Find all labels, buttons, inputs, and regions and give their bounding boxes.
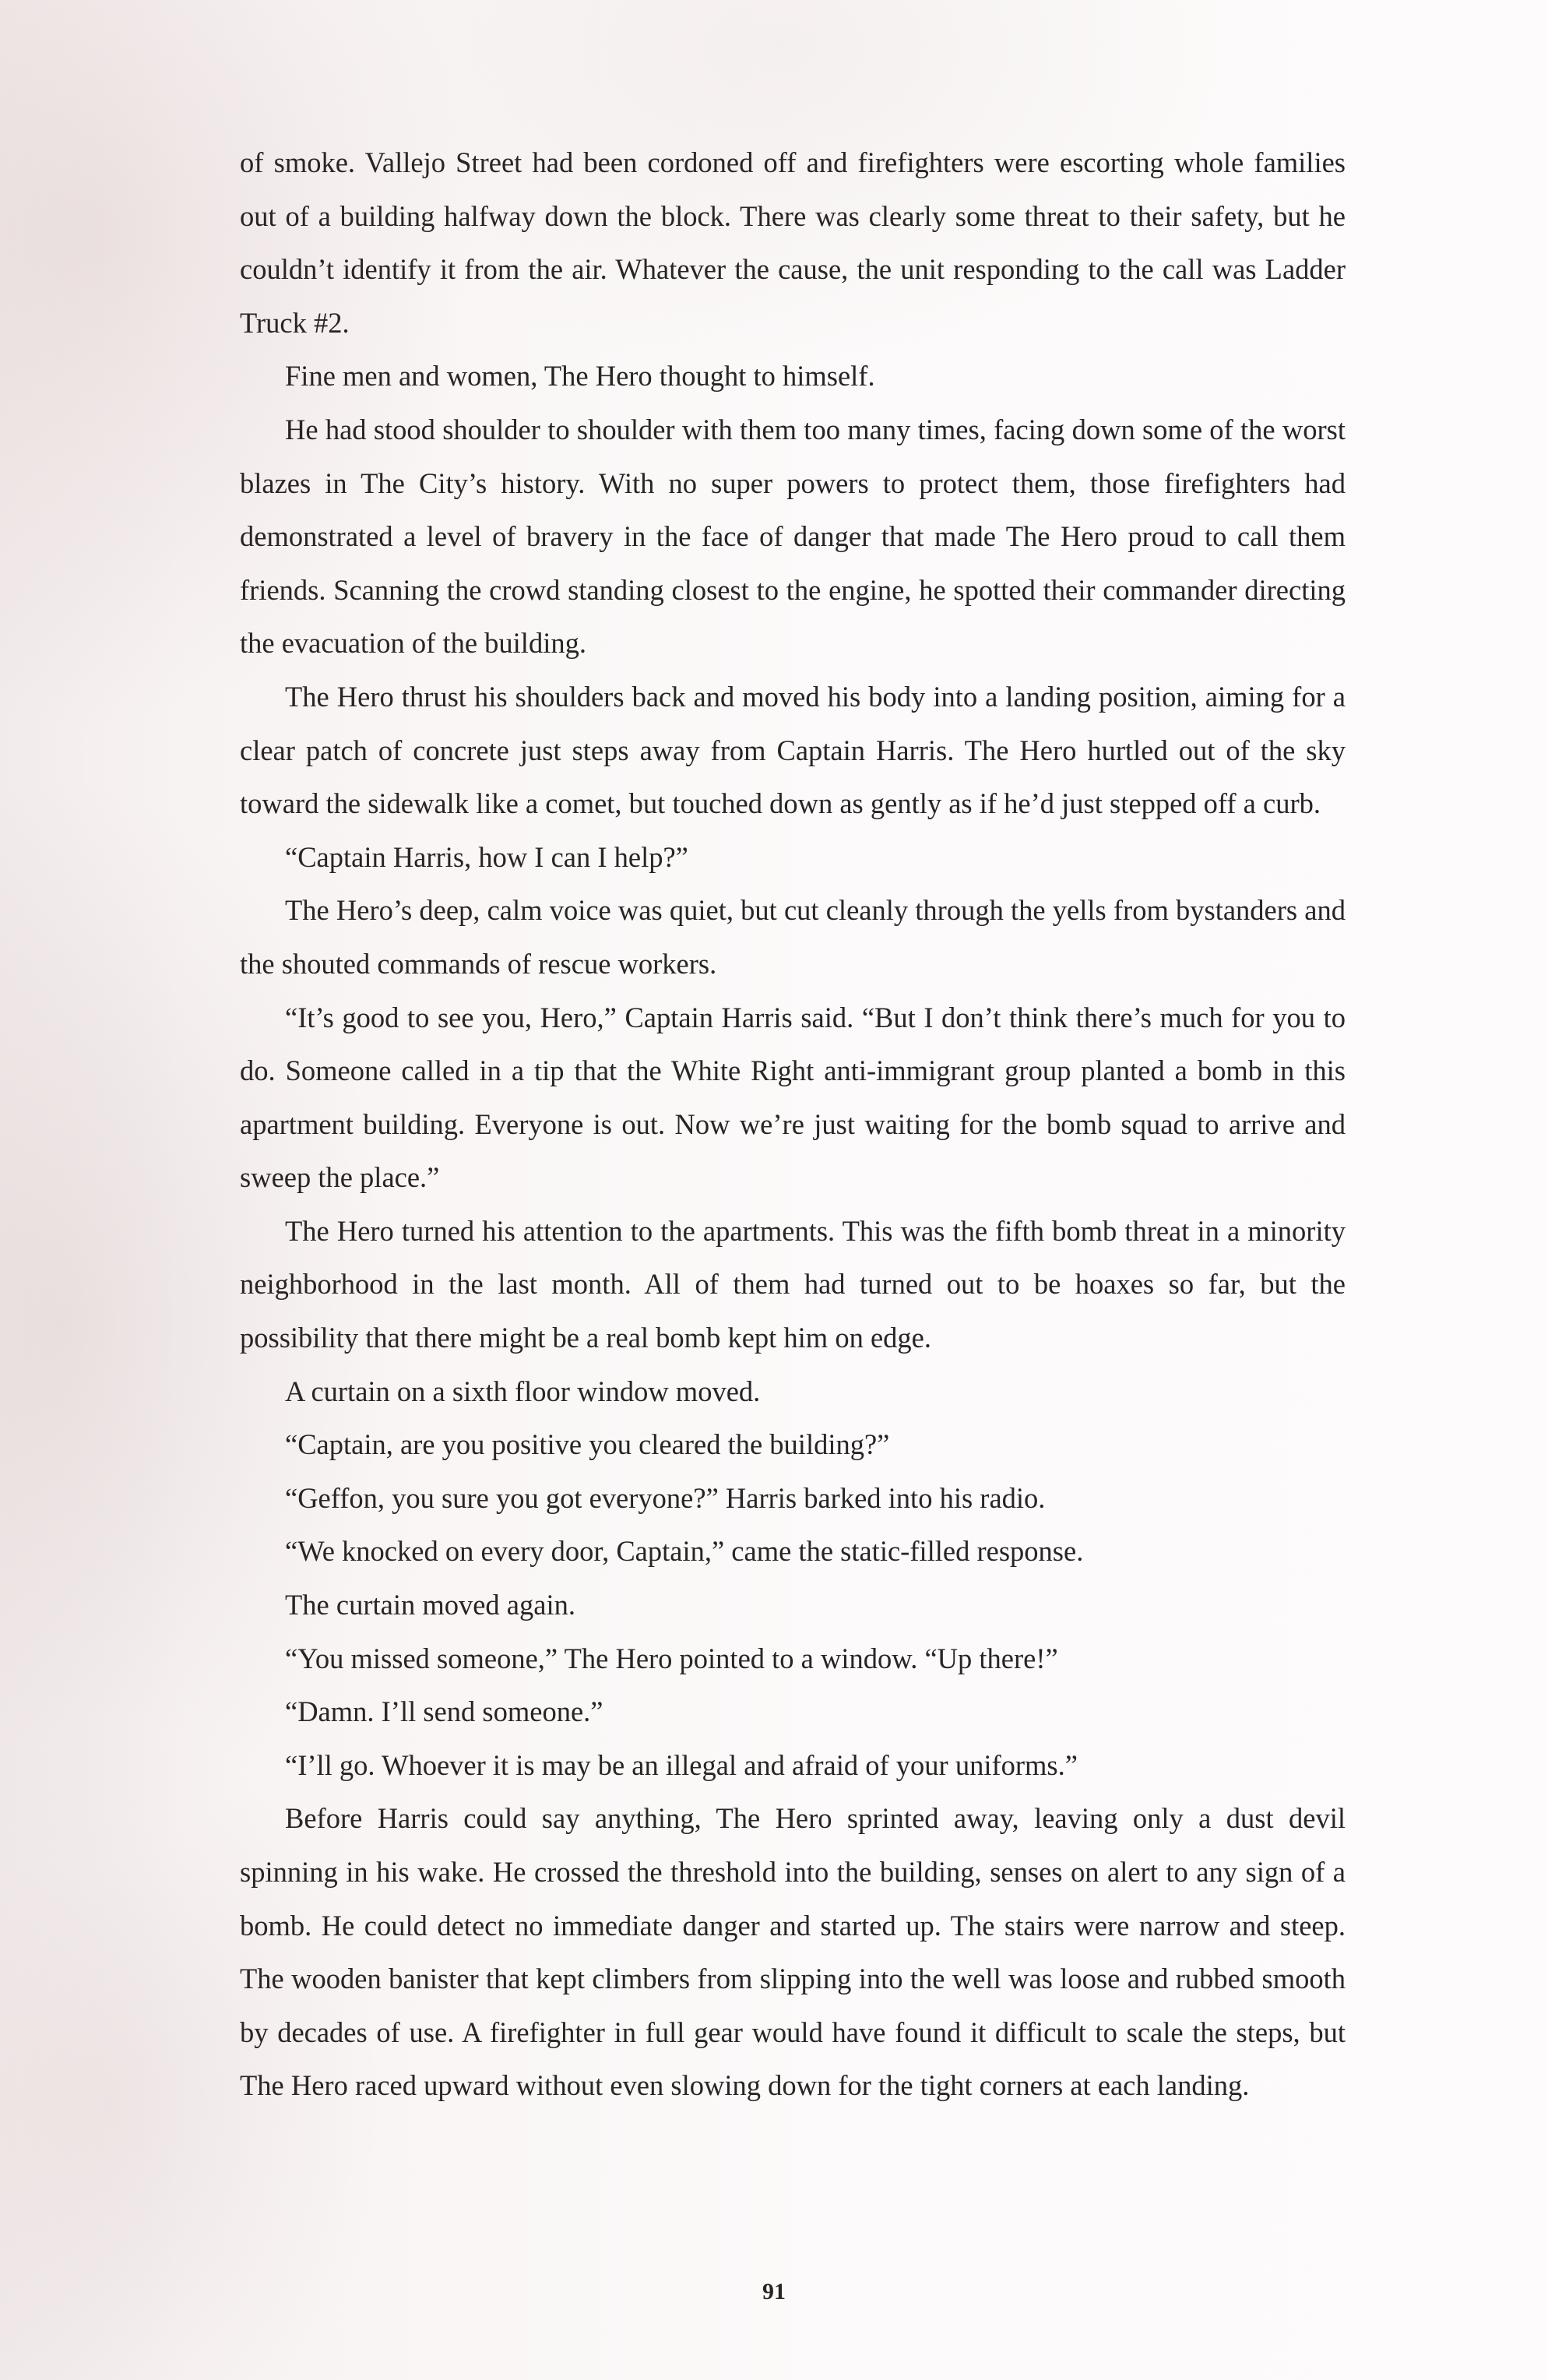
- paragraph: “I’ll go. Whoever it is may be an illegal and afraid of your uniforms.”: [285, 1748, 1078, 1781]
- paragraph: The curtain moved again.: [285, 1589, 575, 1621]
- paragraph: He had stood shoulder to shoulder with them too many times, facing down some of the worst blazes in The City’s history. With no super powers to protect them, those firefighters had demonstrated a level of bravery in the face of danger that made The Hero proud to call them friends. Scanning the crowd standing closest to the engine, he spotted their commander directing the evacuation of the building.: [240, 413, 1346, 660]
- paragraph: Before Harris could say anything, The Hero sprinted away, leaving only a dust devil spinning in his wake. He crossed the threshold into the building, senses on alert to any sign of a bomb. He could detect no immediate danger and started up. The stairs were narrow and steep. The wooden banister that kept climbers from slipping into the well was loose and rubbed smooth by decades of use. A firefighter in full gear would have found it difficult to scale the steps, but The Hero raced upward without even slowing down for the tight corners at each landing.: [240, 1802, 1346, 2102]
- paragraph: The Hero turned his attention to the apartments. This was the fifth bomb threat in a minority neighborhood in the last month. All of them had turned out to be hoaxes so far, but the possibility that there might be a real bomb kept him on edge.: [240, 1214, 1346, 1354]
- body-text: [240, 136, 1346, 2113]
- paragraph: “Captain Harris, how I can I help?”: [285, 840, 688, 873]
- paragraph: A curtain on a sixth floor window moved.: [285, 1375, 761, 1407]
- paragraph: “You missed someone,” The Hero pointed to a window. “Up there!”: [285, 1642, 1058, 1674]
- paragraph: of smoke. Vallejo Street had been cordoned off and firefighters were escorting whole families out of a building halfway down the block. There was clearly some threat to their safety, but he couldn’t identify it from the air. Whatever the cause, the unit responding to the call was Ladder Truck #2.: [240, 146, 1346, 339]
- paragraph: “Captain, are you positive you cleared the building?”: [285, 1428, 890, 1461]
- paragraph: Fine men and women, The Hero thought to himself.: [285, 360, 875, 393]
- paragraph: “It’s good to see you, Hero,” Captain Harris said. “But I don’t think there’s much for you to do. Someone called in a tip that the White Right anti-immigrant group planted a bomb in this apartment building. Everyone is out. Now we’re just waiting for the bomb squad to arrive and sweep the place.”: [240, 1001, 1346, 1194]
- paragraph: “We knocked on every door, Captain,” came the static-filled response.: [285, 1535, 1084, 1568]
- page-number: 91: [762, 2279, 786, 2304]
- paragraph: The Hero’s deep, calm voice was quiet, but cut cleanly through the yells from bystanders and the shouted commands of rescue workers.: [240, 894, 1346, 980]
- paragraph: “Geffon, you sure you got everyone?” Harris barked into his radio.: [285, 1481, 1046, 1514]
- paragraph: The Hero thrust his shoulders back and moved his body into a landing position, aiming for a clear patch of concrete just steps away from Captain Harris. The Hero hurtled out of the sky toward the sidewalk like a comet, but touched down as gently as if he’d just stepped off a curb.: [240, 680, 1346, 820]
- paragraph: “Damn. I’ll send someone.”: [285, 1695, 603, 1728]
